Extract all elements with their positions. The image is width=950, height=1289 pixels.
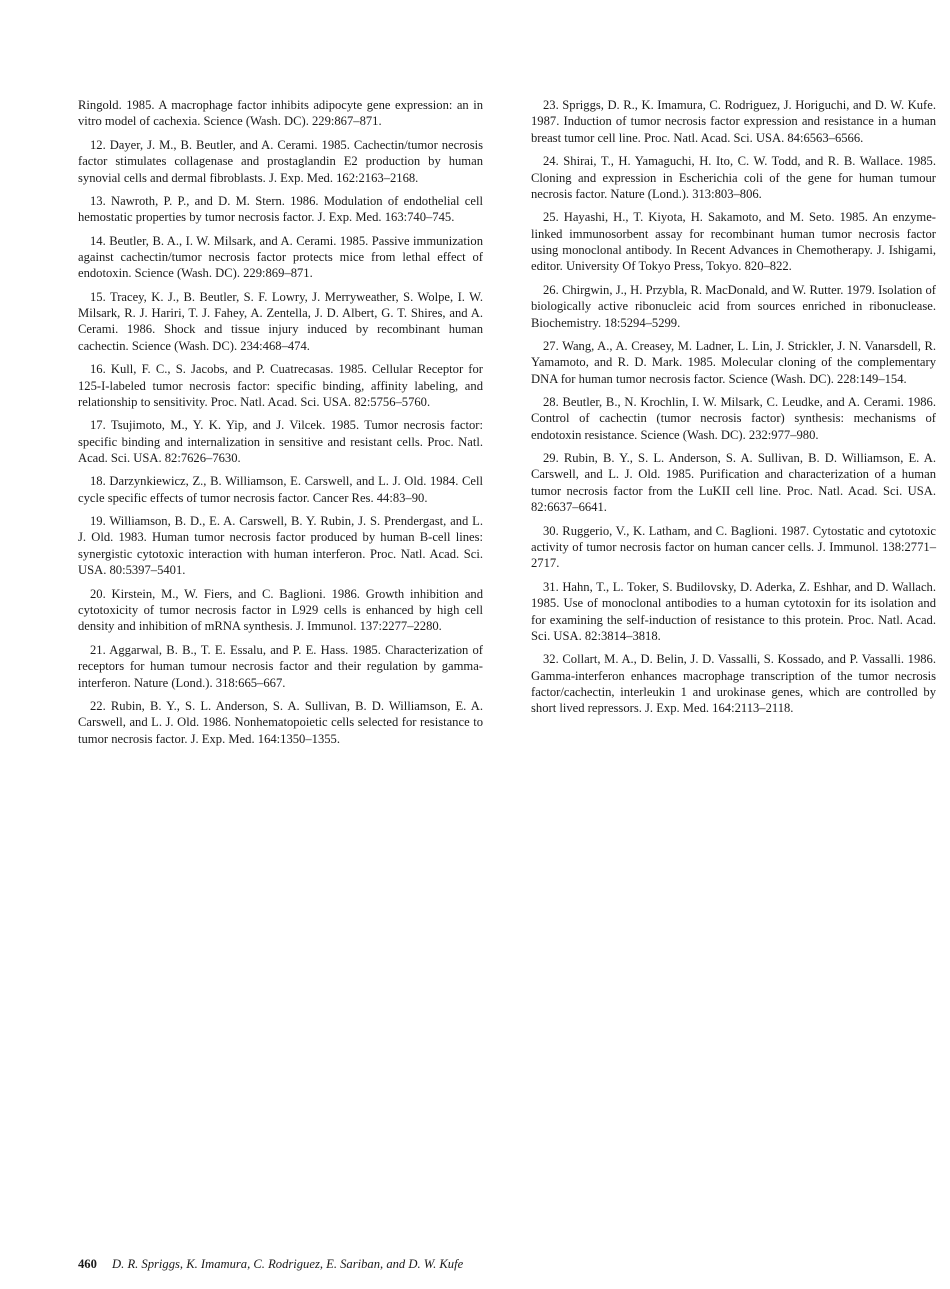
reference-entry: 28. Beutler, B., N. Krochlin, I. W. Milsark, C. Leudke, and A. Cerami. 1986. Control of cachectin (tumor necrosis factor) synthesis: mechanisms of endotoxin resistance. Science (Wash. DC). 232:977–980. [531,394,936,442]
reference-entry: 15. Tracey, K. J., B. Beutler, S. F. Lowry, J. Merryweather, S. Wolpe, I. W. Milsark, R. J. Hariri, T. J. Fahey, A. Zentella, J. D. Albert, G. T. Shires, and A. Cerami. 1986. Shock and tissue injury induced by recombinant human cachectin. Science (Wash. DC). 234:468–474. [78,289,483,353]
reference-entry: 17. Tsujimoto, M., Y. K. Yip, and J. Vilcek. 1985. Tumor necrosis factor: specific binding and internalization in sensitive and resistant cells. Proc. Natl. Acad. Sci. USA. 82:7626–7630. [78,418,483,466]
reference-entry: 29. Rubin, B. Y., S. L. Anderson, S. A. Sullivan, B. D. Williamson, E. A. Carswell, and L. J. Old. 1985. Purification and characterization of a human tumor necrosis factor from the LuKII cell line. Proc. Natl. Acad. Sci. USA. 82:6637–6641. [531,451,936,515]
reference-entry: 13. Nawroth, P. P., and D. M. Stern. 1986. Modulation of endothelial cell hemostatic properties by tumor necrosis factor. J. Exp. Med. 163:740–745. [78,193,483,225]
reference-entry: 22. Rubin, B. Y., S. L. Anderson, S. A. Sullivan, B. D. Williamson, E. A. Carswell, and L. J. Old. 1986. Nonhematopoietic cells selected for resistance to tumor necrosis factor. J. Exp. Med. 164:1350–1355. [78,698,483,746]
reference-entry: 32. Collart, M. A., D. Belin, J. D. Vassalli, S. Kossado, and P. Vassalli. 1986. Gamma-interferon enhances macrophage transcription of the tumor necrosis factor/cachectin, interleukin 1 and urokinase genes, which are controlled by short lived repressors. J. Exp. Med. 164:2113–2118. [531,652,936,716]
reference-entry: 18. Darzynkiewicz, Z., B. Williamson, E. Carswell, and L. J. Old. 1984. Cell cycle specific effects of tumor necrosis factor. Cancer Res. 44:83–90. [78,474,483,505]
reference-entry: 12. Dayer, J. M., B. Beutler, and A. Cerami. 1985. Cachectin/tumor necrosis factor stimulates collagenase and prostaglandin E2 production by human synovial cells and dermal fibroblasts. J. Exp. Med. 162:2163–2168. [78,137,483,185]
reference-entry: 20. Kirstein, M., W. Fiers, and C. Baglioni. 1986. Growth inhibition and cytotoxicity of tumor necrosis factor in L929 cells is enhanced by high cell density and inhibition of mRNA synthesis. J. Immunol. 137:2277–2280. [78,586,483,634]
reference-entry: 31. Hahn, T., L. Toker, S. Budilovsky, D. Aderka, Z. Eshhar, and D. Wallach. 1985. Use of monoclonal antibodies to a human cytotoxin for its isolation and for examining the self-induction of resistance to this protein. Proc. Natl. Acad. Sci. USA. 82:3814–3818. [531,579,936,643]
reference-entry: 24. Shirai, T., H. Yamaguchi, H. Ito, C. W. Todd, and R. B. Wallace. 1985. Cloning and expression in Escherichia coli of the gene for human tumour necrosis factor. Nature (Lond.). 313:803–806. [531,154,936,201]
left-column [78,97,483,754]
reference-entry: 14. Beutler, B. A., I. W. Milsark, and A. Cerami. 1985. Passive immunization against cachectin/tumor necrosis factor protects mice from lethal effect of endotoxin. Science (Wash. DC). 229:869–871. [78,233,483,281]
reference-entry: 19. Williamson, B. D., E. A. Carswell, B. Y. Rubin, J. S. Prendergast, and L. J. Old. 1983. Human tumor necrosis factor produced by human B-cell lines: synergistic cytotoxic interaction with human interferon. Proc. Natl. Acad. Sci. USA. 80:5397–5401. [78,514,483,578]
reference-entry: 21. Aggarwal, B. B., T. E. Essalu, and P. E. Hass. 1985. Characterization of receptors for human tumour necrosis factor and their regulation by gamma-interferon. Nature (Lond.). 318:665–667. [78,642,483,690]
page-number: 460 [78,1257,97,1271]
reference-entry: 30. Ruggerio, V., K. Latham, and C. Baglioni. 1987. Cytostatic and cytotoxic activity of tumor necrosis factor on human cancer cells. J. Immunol. 138:2771–2717. [531,523,936,571]
reference-entry: 27. Wang, A., A. Creasey, M. Ladner, L. Lin, J. Strickler, J. N. Vanarsdell, R. Yamamoto, and R. D. Mark. 1985. Molecular cloning of the complementary DNA for human tumor necrosis factor. Science (Wash. DC). 228:149–154. [531,338,936,386]
right-column [531,97,936,724]
reference-entry: 25. Hayashi, H., T. Kiyota, H. Sakamoto, and M. Seto. 1985. An enzyme-linked immunosorbent assay for recombinant human tumor necrosis factor using monoclonal antibody. In Recent Advances in Chemotherapy. J. Ishigami, editor. University Of Tokyo Press, Tokyo. 820–822. [531,210,936,274]
running-author-line: D. R. Spriggs, K. Imamura, C. Rodriguez, E. Sariban, and D. W. Kufe [112,1257,464,1271]
reference-entry: 26. Chirgwin, J., H. Przybla, R. MacDonald, and W. Rutter. 1979. Isolation of biologically active ribonucleic acid from sources enriched in ribonuclease. Biochemistry. 18:5294–5299. [531,282,936,330]
page-footer [78,1256,463,1272]
reference-entry: 16. Kull, F. C., S. Jacobs, and P. Cuatrecasas. 1985. Cellular Receptor for 125-I-labeled tumor necrosis factor: specific binding, affinity labeling, and relationship to sensitivity. Proc. Natl. Acad. Sci. USA. 82:5756–5760. [78,362,483,409]
reference-entry: Ringold. 1985. A macrophage factor inhibits adipocyte gene expression: an in vitro model of cachexia. Science (Wash. DC). 229:867–871. [78,98,483,129]
reference-entry: 23. Spriggs, D. R., K. Imamura, C. Rodriguez, J. Horiguchi, and D. W. Kufe. 1987. Induction of tumor necrosis factor expression and resistance in a human breast tumor cell line. Proc. Natl. Acad. Sci. USA. 84:6563–6566. [531,98,936,145]
